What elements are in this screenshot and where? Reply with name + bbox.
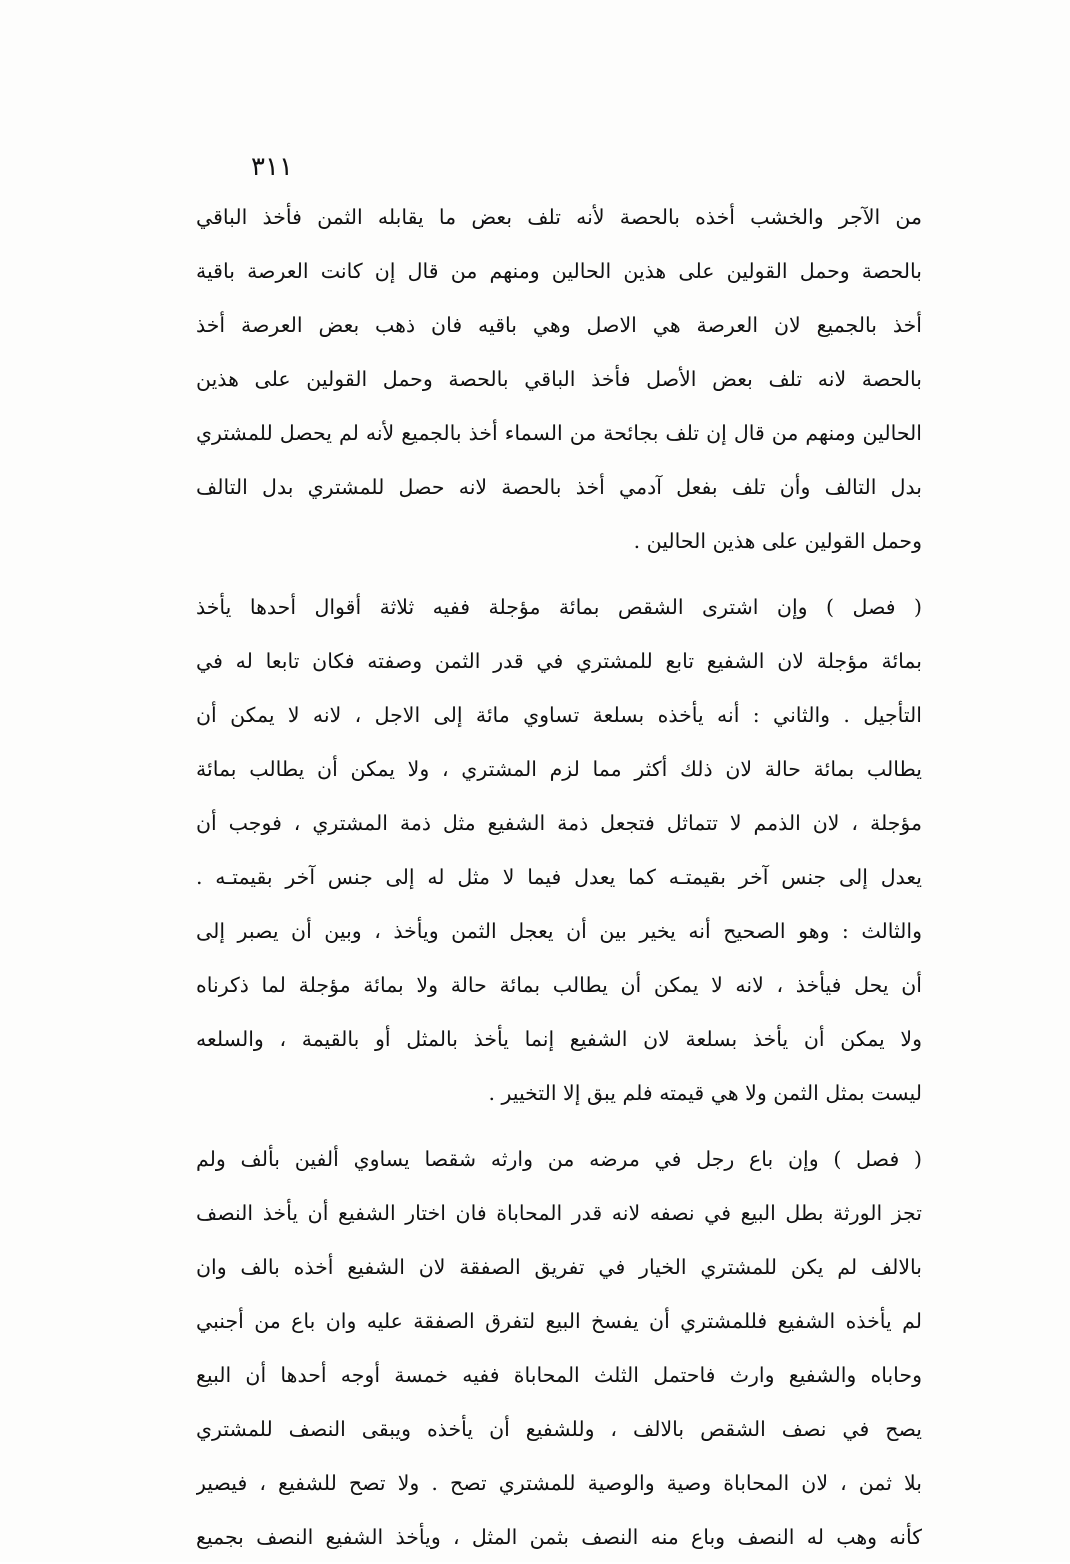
paragraph-2 [196,580,922,1120]
text-line: بالحصة وحمل القولين على هذين الحالين ومنهم من قال إن كانت العرصة باقية [196,259,922,283]
text-line: والثالث : وهو الصحيح أنه يخير بين أن يعجل الثمن ويأخذ ، وبين أن يصبر إلى [196,919,922,943]
text-line: تجز الورثة بطل البيع في نصفه لانه قدر المحاباة فان اختار الشفيع أن يأخذ النصف [196,1201,922,1225]
text-line: من الآجر والخشب أخذه بالحصة لأنه تلف بعض ما يقابله الثمن فأخذ الباقي [196,205,922,229]
text-line: بالالف لم يكن للمشتري الخيار في تفريق الصفقة لان الشفيع أخذه بالف وان [196,1255,922,1279]
text-line: ( فصل ) وإن باع رجل في مرضه من وارثه شقصا يساوي ألفين بألف ولم [196,1147,922,1171]
paragraph-3 [196,1132,922,1564]
text-line: بمائة مؤجلة لان الشفيع تابع للمشتري في قدر الثمن وصفته فكان تابعا له في [196,649,922,673]
text-line: ولا يمكن أن يأخذ بسلعة لان الشفيع إنما يأخذ بالمثل أو بالقيمة ، والسلعه [196,1027,922,1051]
text-line: ليست بمثل الثمن ولا هي قيمته فلم يبق إلا التخيير . [488,1081,922,1105]
text-line: أخذ بالجميع لان العرصة هي الاصل وهي باقيه فان ذهب بعض العرصة أخذ [196,313,922,337]
text-line: يعدل إلى جنس آخر بقيمتـه كما يعدل فيما لا مثل له إلى جنس آخر بقيمتـه . [196,865,922,889]
text-line: التأجيل . والثاني : أنه يأخذه بسلعة تساوي مائة إلى الاجل ، لانه لا يمكن أن [196,703,922,727]
text-line: وحاباه والشفيع وارث فاحتمل الثلث المحاباة ففيه خمسة أوجه أحدها أن البيع [196,1363,922,1387]
text-line: يطالب بمائة حالة لان ذلك أكثر مما لزم المشتري ، ولا يمكن أن يطالب بمائة [196,757,922,781]
page-number: ٣١١ [251,152,293,182]
text-line: لم يأخذه الشفيع فللمشتري أن يفسخ البيع لتفرق الصفقة عليه وان باع من أجنبي [196,1309,922,1333]
page-body [196,190,922,1564]
text-line: يصح في نصف الشقص بالالف ، وللشفيع أن يأخذه ويبقى النصف للمشتري [196,1417,922,1441]
text-line: بالحصة لانه تلف بعض الأصل فأخذ الباقي بالحصة وحمل القولين على هذين [196,367,922,391]
paragraph-1 [196,190,922,568]
text-line: كأنه وهب له النصف وباع منه النصف بثمن المثل ، ويأخذ الشفيع النصف بجميع [196,1525,922,1549]
paragraph-gap [196,568,922,580]
text-line: ( فصل ) وإن اشترى الشقص بمائة مؤجلة ففيه ثلاثة أقوال أحدها يأخذ [196,595,922,619]
text-line: الحالين ومنهم من قال إن تلف بجائحة من السماء أخذ بالجميع لأنه لم يحصل للمشتري [196,421,922,445]
text-line: وحمل القولين على هذين الحالين . [633,529,922,553]
text-line: مؤجلة ، لان الذمم لا تتماثل فتجعل ذمة الشفيع مثل ذمة المشتري ، فوجب أن [196,811,922,835]
text-line: أن يحل فيأخذ ، لانه لا يمكن أن يطالب بمائة حالة ولا بمائة مؤجلة لما ذكرناه [196,973,922,997]
paragraph-gap [196,1120,922,1132]
text-line: بدل التالف وأن تلف بفعل آدمي أخذ بالحصة لانه حصل للمشتري بدل التالف [196,475,922,499]
text-line: بلا ثمن ، لان المحاباة وصية والوصية للمشتري تصح . ولا تصح للشفيع ، فيصير [196,1471,922,1495]
